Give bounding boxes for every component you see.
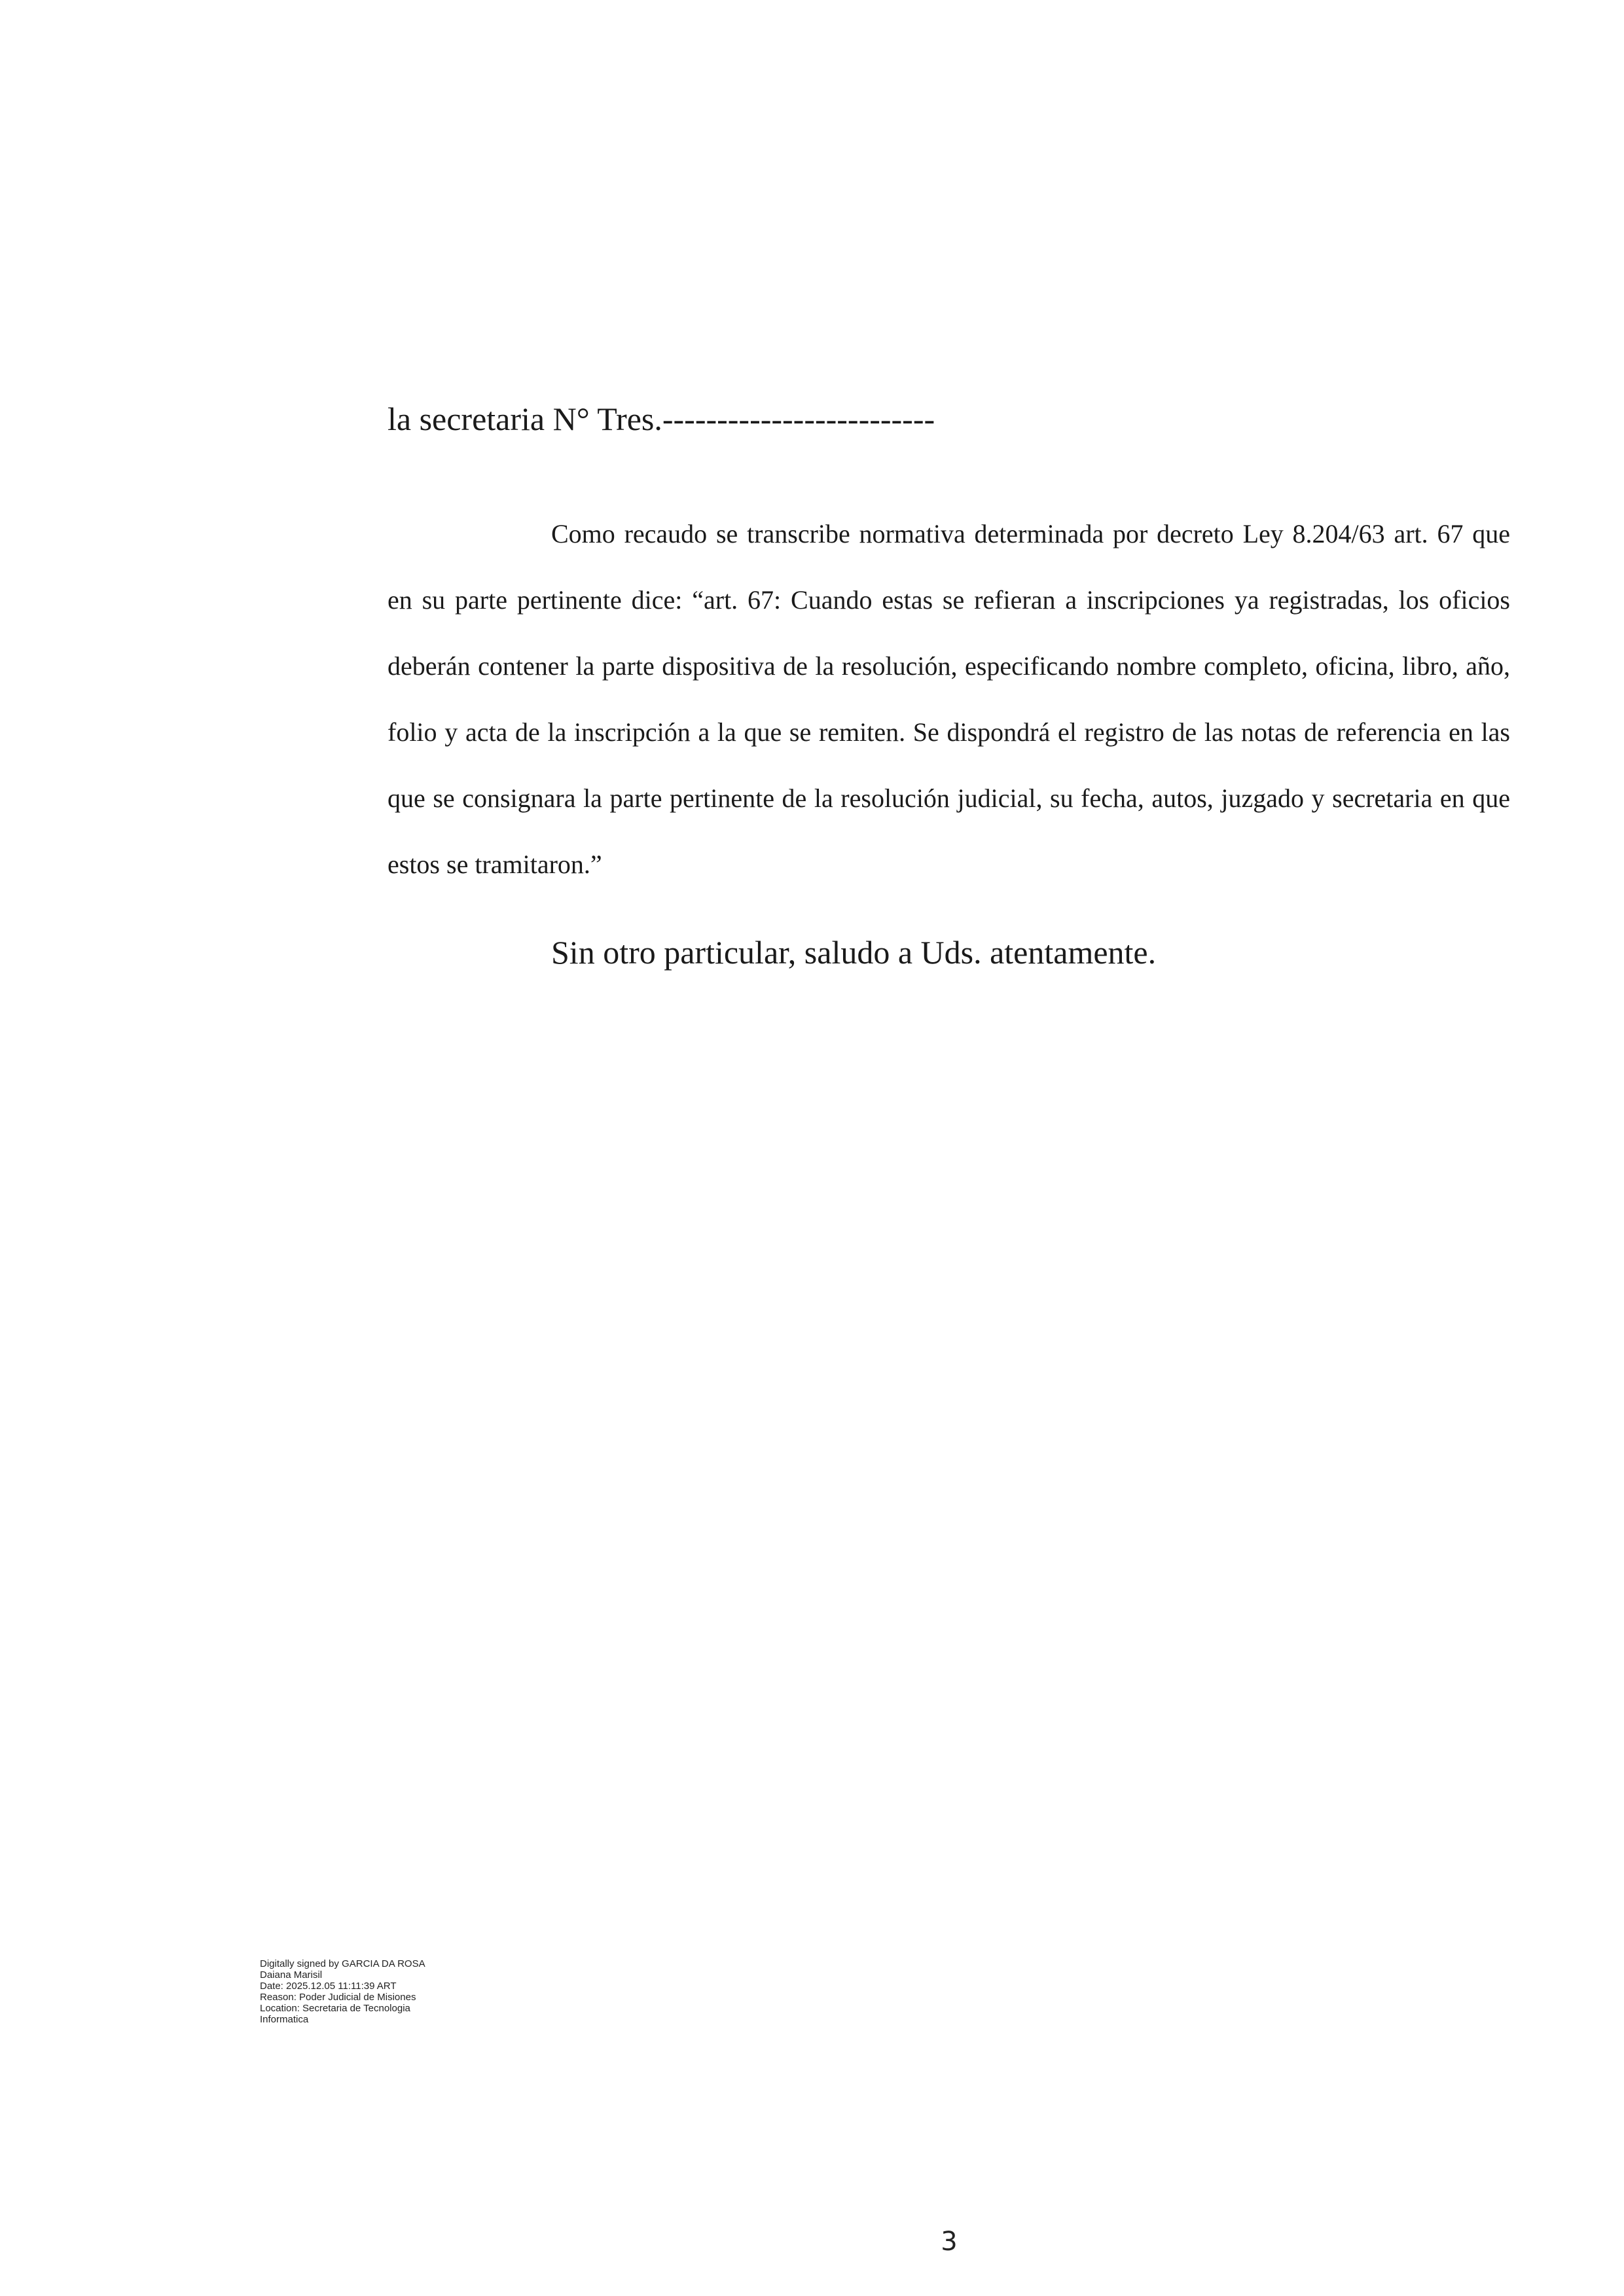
body-paragraph: Como recaudo se transcribe normativa determinada por decreto Ley 8.204/63 art. 67 que en su parte pertinente dice: “art. 67: Cuando estas se refieran a inscripciones ya registradas, los oficios deberán contener la parte dispositiva de la resolución, especificando nombre completo, oficina, libro, año, folio y acta de la inscripción a la que se remiten. Se dispondrá el registro de las notas de referencia en las que se consignara la parte pertinente de la resolución judicial, su fecha, autos, juzgado y secretaria en que estos se tramitaron.” [388, 519, 1510, 879]
page-number: 3 [941, 2227, 958, 2257]
continuation-line: la secretaria N° Tres.------------------------- [388, 401, 935, 437]
digital-signature-block [260, 1958, 496, 2025]
signature-line: Informatica [260, 2014, 309, 2025]
signature-line: Reason: Poder Judicial de Misiones [260, 1992, 416, 2003]
signature-line: Date: 2025.12.05 11:11:39 ART [260, 1981, 397, 1992]
signature-line: Location: Secretaria de Tecnologia [260, 2003, 410, 2014]
closing-salutation: Sin otro particular, saludo a Uds. atentamente. [551, 934, 1157, 971]
signature-line: Digitally signed by GARCIA DA ROSA [260, 1958, 425, 1969]
signature-line: Daiana Marisil [260, 1969, 323, 1981]
